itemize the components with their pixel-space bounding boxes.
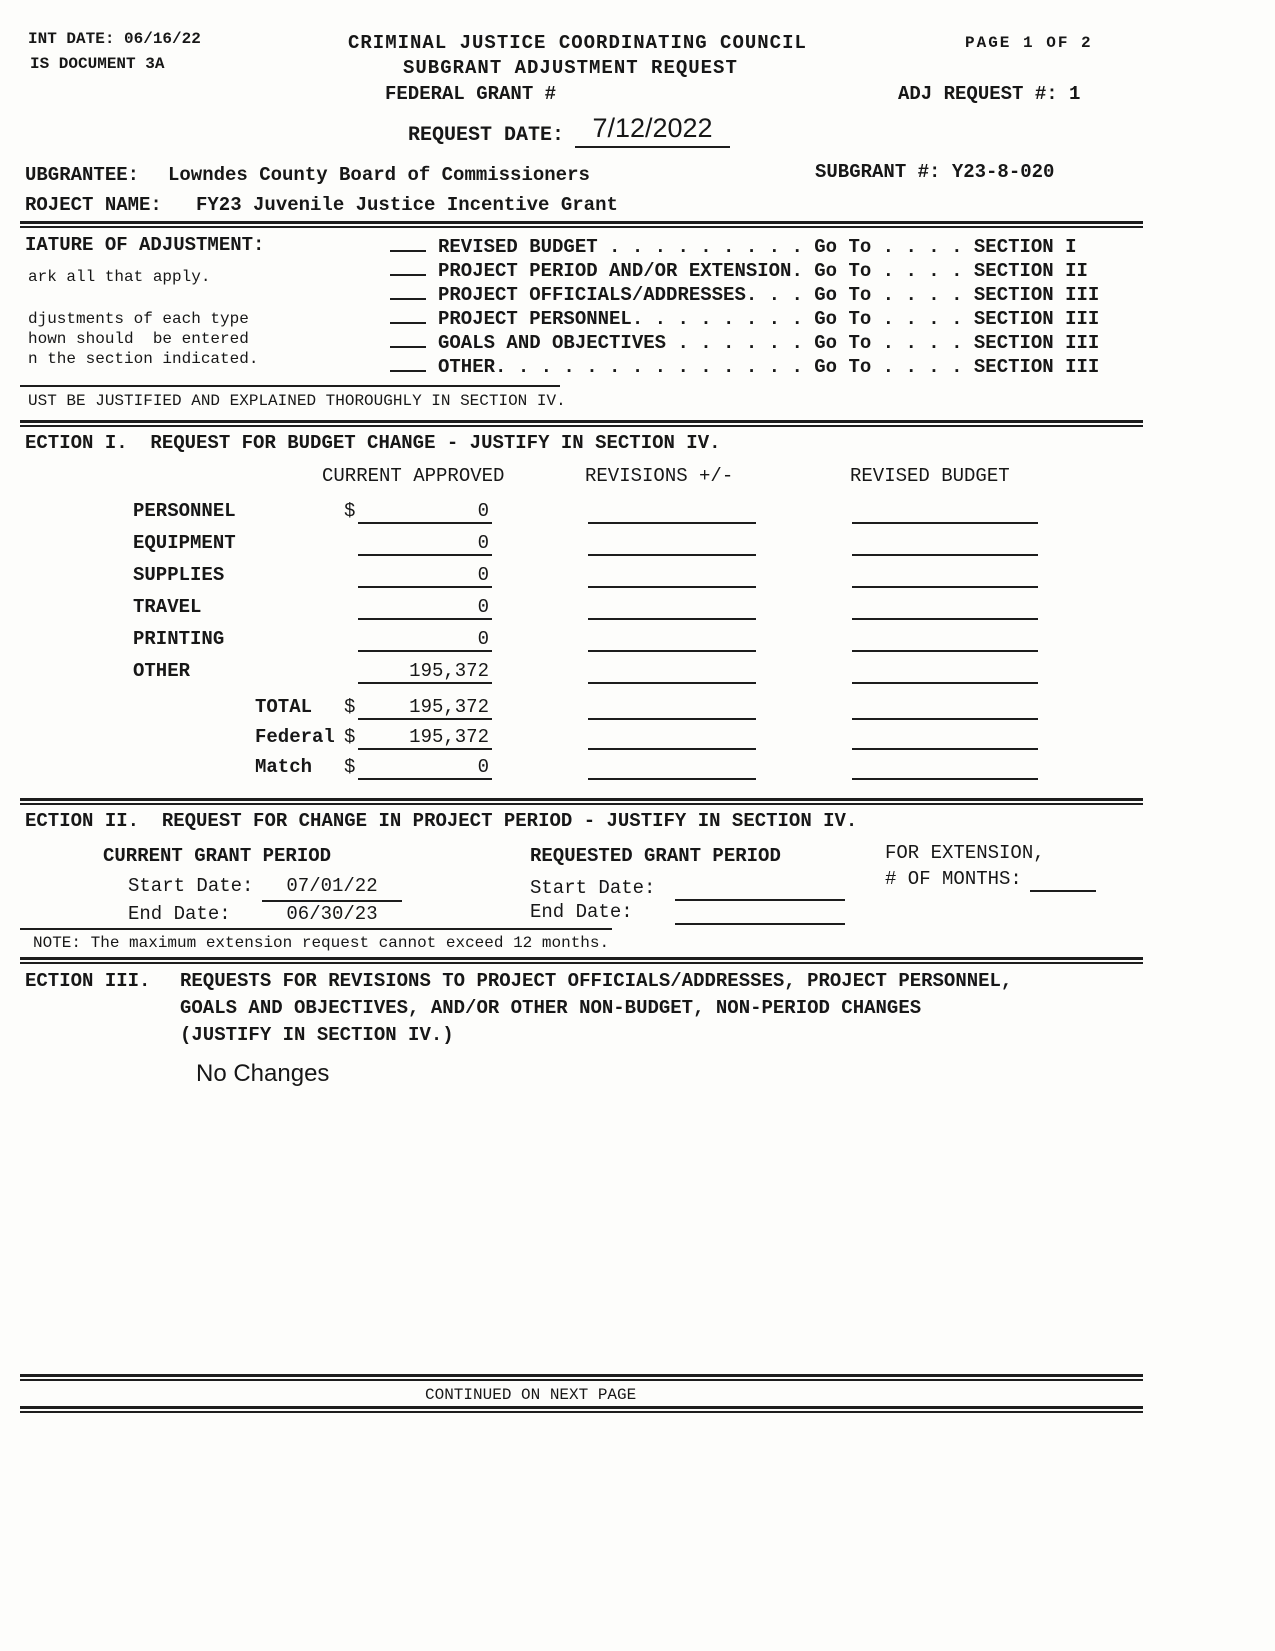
adjustment-option-label: PROJECT PERSONNEL. . . . . . . . Go To . . . . SECTION III <box>438 308 1100 330</box>
months-label: # OF MONTHS: <box>885 868 1022 890</box>
adjustment-option-personnel <box>390 307 1099 331</box>
budget-match-label: Match <box>255 756 313 778</box>
budget-row-other <box>0 658 1275 688</box>
subgrant-number: SUBGRANT #: Y23-8-020 <box>815 161 1055 183</box>
dollar-sign: $ <box>344 696 356 718</box>
nature-footer-note: UST BE JUSTIFIED AND EXPLAINED THOROUGHLY IN SECTION IV. <box>28 392 566 410</box>
budget-row-label: SUPPLIES <box>133 564 225 586</box>
checkbox-blank <box>390 235 426 252</box>
current-approved-value: 195,372 <box>358 658 492 684</box>
budget-row-label: TRAVEL <box>133 596 202 618</box>
section3-content: No Changes <box>196 1060 330 1087</box>
budget-row-equipment <box>0 530 1275 560</box>
project-name-value: FY23 Juvenile Justice Incentive Grant <box>196 194 618 216</box>
requested-start-date-label: Start Date: <box>530 877 656 899</box>
adjustment-option-label: REVISED BUDGET . . . . . . . . . Go To . . . . SECTION I <box>438 236 1077 258</box>
adjustment-option-project-period <box>390 259 1088 283</box>
current-grant-period-heading: CURRENT GRANT PERIOD <box>103 845 332 867</box>
adjustment-option-label: PROJECT PERIOD AND/OR EXTENSION. Go To . . . . SECTION II <box>438 260 1088 282</box>
revisions-blank <box>588 626 756 652</box>
revised-budget-blank <box>852 694 1038 720</box>
dollar-sign: $ <box>344 500 356 522</box>
for-extension-label: FOR EXTENSION, <box>885 842 1045 864</box>
current-approved-value: 0 <box>358 530 492 556</box>
nature-note-2: djustments of each type <box>28 310 249 328</box>
adjustment-option-revised-budget <box>390 235 1077 259</box>
dollar-sign: $ <box>344 756 356 778</box>
checkbox-blank <box>390 355 426 372</box>
current-end-date-value: 06/30/23 <box>262 903 402 930</box>
section3-line2: GOALS AND OBJECTIVES, AND/OR OTHER NON-BUDGET, NON-PERIOD CHANGES <box>180 997 922 1019</box>
print-date: INT DATE: 06/16/22 <box>28 30 201 48</box>
revised-budget-blank <box>852 626 1038 652</box>
nature-heading: IATURE OF ADJUSTMENT: <box>25 234 265 256</box>
revisions-blank <box>588 694 756 720</box>
months-blank <box>1030 868 1096 892</box>
section3-line1: REQUESTS FOR REVISIONS TO PROJECT OFFICIALS/ADDRESSES, PROJECT PERSONNEL, <box>180 970 1013 992</box>
col-header-current-approved: CURRENT APPROVED <box>322 465 505 487</box>
document-id: IS DOCUMENT 3A <box>30 55 165 73</box>
divider-double-rule <box>20 221 1143 228</box>
section2-heading: ECTION II. REQUEST FOR CHANGE IN PROJECT PERIOD - JUSTIFY IN SECTION IV. <box>25 810 858 832</box>
revised-budget-blank <box>852 724 1038 750</box>
revised-budget-blank <box>852 530 1038 556</box>
budget-row-printing <box>0 626 1275 656</box>
current-approved-value: 0 <box>358 626 492 652</box>
current-approved-total: 195,372 <box>358 694 492 720</box>
current-start-date-label: Start Date: <box>128 875 254 897</box>
dollar-sign: $ <box>344 726 356 748</box>
divider-double-rule <box>20 1374 1143 1381</box>
revised-budget-blank <box>852 754 1038 780</box>
budget-federal-label: Federal <box>255 726 335 748</box>
current-approved-value: 0 <box>358 594 492 620</box>
adjustment-option-label: OTHER. . . . . . . . . . . . . . Go To . . . . SECTION III <box>438 356 1100 378</box>
divider-double-rule <box>20 798 1143 805</box>
adjustment-option-goals <box>390 331 1099 355</box>
adjustment-option-other <box>390 355 1099 379</box>
requested-start-date-blank <box>675 877 845 901</box>
col-header-revisions: REVISIONS +/- <box>585 465 734 487</box>
revisions-blank <box>588 754 756 780</box>
current-approved-value: 0 <box>358 498 492 524</box>
org-title: CRIMINAL JUSTICE COORDINATING COUNCIL <box>348 32 807 54</box>
divider-double-rule <box>20 1406 1143 1413</box>
budget-row-travel <box>0 594 1275 624</box>
divider-double-rule <box>20 420 1143 427</box>
nature-note-4: n the section indicated. <box>28 350 259 368</box>
current-approved-value: 0 <box>358 562 492 588</box>
revisions-blank <box>588 562 756 588</box>
revisions-blank <box>588 724 756 750</box>
revisions-blank <box>588 498 756 524</box>
budget-row-label: OTHER <box>133 660 191 682</box>
budget-row-label: PRINTING <box>133 628 225 650</box>
col-header-revised-budget: REVISED BUDGET <box>850 465 1010 487</box>
budget-row-label: EQUIPMENT <box>133 532 236 554</box>
requested-end-date-label: End Date: <box>530 901 633 923</box>
budget-row-supplies <box>0 562 1275 592</box>
federal-grant-label: FEDERAL GRANT # <box>385 83 557 105</box>
budget-row-match <box>0 754 1275 784</box>
request-date-label: REQUEST DATE: <box>408 124 565 147</box>
budget-row-label: PERSONNEL <box>133 500 236 522</box>
revised-budget-blank <box>852 498 1038 524</box>
subgrantee-value: Lowndes County Board of Commissioners <box>168 164 590 186</box>
form-title: SUBGRANT ADJUSTMENT REQUEST <box>403 57 738 79</box>
divider-thin-rule <box>20 385 560 387</box>
requested-grant-period-heading: REQUESTED GRANT PERIOD <box>530 845 781 867</box>
adjustment-option-officials <box>390 283 1099 307</box>
section3-line3: (JUSTIFY IN SECTION IV.) <box>180 1024 454 1046</box>
revised-budget-blank <box>852 594 1038 620</box>
current-end-date-label: End Date: <box>128 903 231 925</box>
budget-row-total <box>0 694 1275 724</box>
checkbox-blank <box>390 331 426 348</box>
current-start-date-value: 07/01/22 <box>262 875 402 902</box>
checkbox-blank <box>390 283 426 300</box>
continued-note: CONTINUED ON NEXT PAGE <box>425 1386 637 1404</box>
section1-heading: ECTION I. REQUEST FOR BUDGET CHANGE - JUSTIFY IN SECTION IV. <box>25 432 721 454</box>
adj-request-number: ADJ REQUEST #: 1 <box>898 83 1081 105</box>
revisions-blank <box>588 658 756 684</box>
project-name-label: ROJECT NAME: <box>25 194 162 216</box>
adjustment-option-label: PROJECT OFFICIALS/ADDRESSES. . . Go To . . . . SECTION III <box>438 284 1100 306</box>
revised-budget-blank <box>852 562 1038 588</box>
revisions-blank <box>588 594 756 620</box>
nature-note-3: hown should be entered <box>28 330 249 348</box>
divider-double-rule <box>20 957 1143 964</box>
checkbox-blank <box>390 307 426 324</box>
current-approved-federal: 195,372 <box>358 724 492 750</box>
adjustment-option-label: GOALS AND OBJECTIVES . . . . . . Go To . . . . SECTION III <box>438 332 1100 354</box>
checkbox-blank <box>390 259 426 276</box>
section2-note: NOTE: The maximum extension request cannot exceed 12 months. <box>33 934 610 952</box>
current-approved-match: 0 <box>358 754 492 780</box>
requested-end-date-blank <box>675 901 845 925</box>
page-indicator: PAGE 1 OF 2 <box>965 34 1093 52</box>
budget-row-personnel <box>0 498 1275 528</box>
revised-budget-blank <box>852 658 1038 684</box>
budget-total-label: TOTAL <box>255 696 313 718</box>
nature-note-1: ark all that apply. <box>28 268 211 286</box>
budget-row-federal <box>0 724 1275 754</box>
request-date-value: 7/12/2022 <box>575 112 730 148</box>
subgrantee-label: UBGRANTEE: <box>25 164 140 186</box>
divider-thin-rule <box>20 928 612 930</box>
section3-heading: ECTION III. <box>25 970 151 992</box>
revisions-blank <box>588 530 756 556</box>
